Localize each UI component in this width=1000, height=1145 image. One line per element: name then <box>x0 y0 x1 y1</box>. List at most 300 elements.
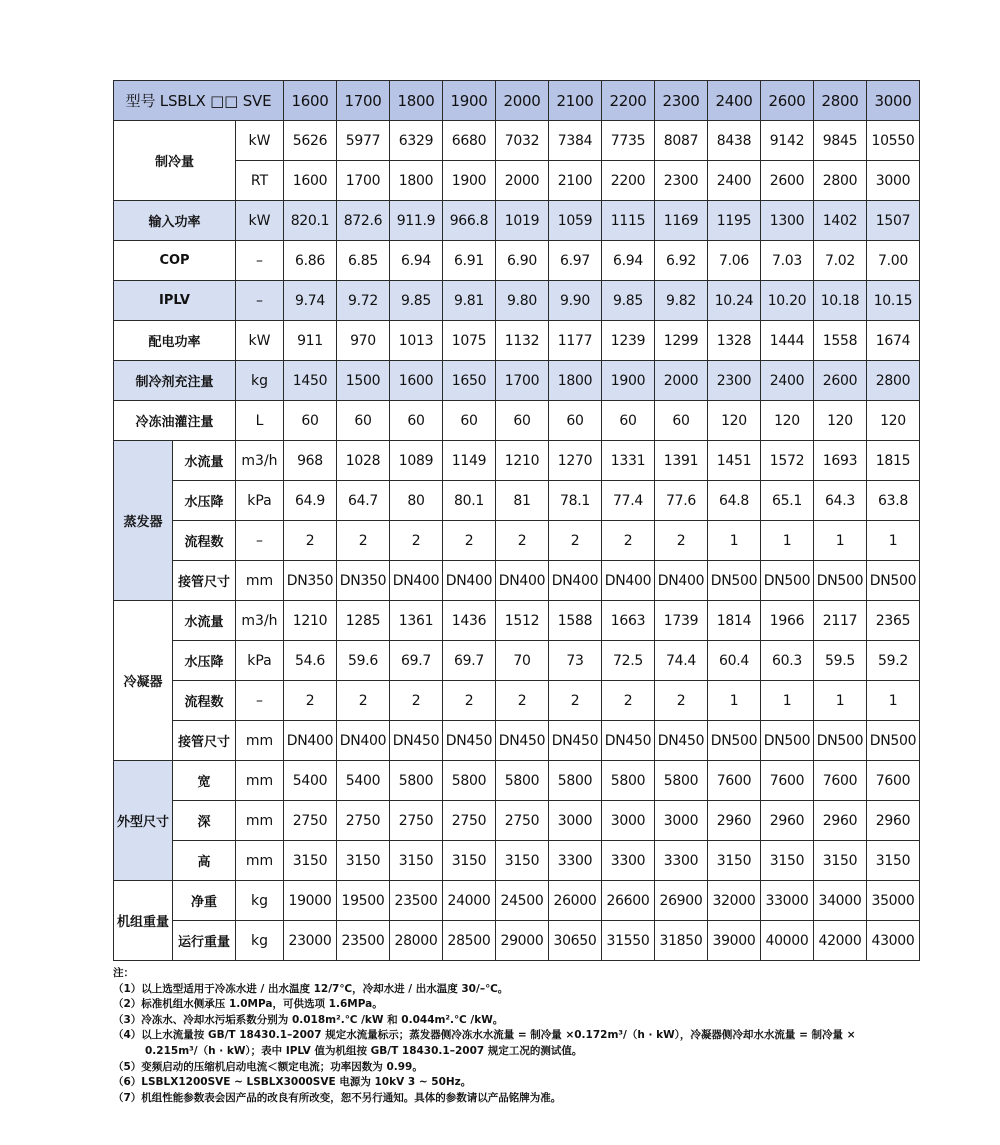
dimensions-width-unit: mm <box>236 761 284 801</box>
dimensions-depth-value-8: 3000 <box>655 801 708 841</box>
distribution_power-value-8: 1299 <box>655 321 708 361</box>
weight-net-value-2: 19500 <box>337 881 390 921</box>
condenser-pipe-value-6: DN450 <box>549 721 602 761</box>
distribution_power-row <box>114 321 920 361</box>
distribution_power-value-5: 1132 <box>496 321 549 361</box>
dimensions-width-value-8: 5800 <box>655 761 708 801</box>
model-10: 2600 <box>761 81 814 121</box>
evaporator-pressure_drop-value-12: 63.8 <box>867 481 920 521</box>
evaporator-pressure_drop-value-7: 77.4 <box>602 481 655 521</box>
cooling-kw-value-9: 8438 <box>708 121 761 161</box>
cooling-label: 制冷量 <box>114 121 236 201</box>
oil-value-2: 60 <box>337 401 390 441</box>
oil-value-6: 60 <box>549 401 602 441</box>
iplv-value-7: 9.85 <box>602 281 655 321</box>
condenser-pipe-value-1: DN400 <box>284 721 337 761</box>
condenser-flow-value-9: 1814 <box>708 601 761 641</box>
weight-operating-row <box>114 921 920 961</box>
evaporator-flow-value-7: 1331 <box>602 441 655 481</box>
condenser-flow-value-11: 2117 <box>814 601 867 641</box>
dimensions-depth-row <box>114 801 920 841</box>
condenser-flow-value-12: 2365 <box>867 601 920 641</box>
condenser-pressure_drop-value-9: 60.4 <box>708 641 761 681</box>
condenser-passes-value-5: 2 <box>496 681 549 721</box>
dimensions-height-value-7: 3300 <box>602 841 655 881</box>
evaporator-pipe-value-3: DN400 <box>390 561 443 601</box>
evaporator-pipe-value-1: DN350 <box>284 561 337 601</box>
spec-table <box>113 80 920 961</box>
refrigerant-row <box>114 361 920 401</box>
condenser-passes-value-8: 2 <box>655 681 708 721</box>
condenser-flow-label: 水流量 <box>173 601 236 641</box>
evaporator-pressure_drop-unit: kPa <box>236 481 284 521</box>
evaporator-passes-unit: – <box>236 521 284 561</box>
cop-value-2: 6.85 <box>337 241 390 281</box>
dimensions-height-row <box>114 841 920 881</box>
cooling-rt-value-2: 1700 <box>337 161 390 201</box>
condenser-pipe-value-7: DN450 <box>602 721 655 761</box>
evaporator-flow-value-10: 1572 <box>761 441 814 481</box>
evaporator-flow-value-5: 1210 <box>496 441 549 481</box>
evaporator-pipe-row <box>114 561 920 601</box>
condenser-pressure_drop-row <box>114 641 920 681</box>
note-line-6: （6）LSBLX1200SVE ~ LSBLX3000SVE 电源为 10kV 3 ~ 50Hz。 <box>113 1076 472 1089</box>
dimensions-width-value-11: 7600 <box>814 761 867 801</box>
dimensions-depth-value-3: 2750 <box>390 801 443 841</box>
dimensions-height-value-12: 3150 <box>867 841 920 881</box>
condenser-pipe-value-8: DN450 <box>655 721 708 761</box>
cop-value-6: 6.97 <box>549 241 602 281</box>
evaporator-flow-value-6: 1270 <box>549 441 602 481</box>
dimensions-height-unit: mm <box>236 841 284 881</box>
evaporator-passes-value-1: 2 <box>284 521 337 561</box>
distribution_power-value-12: 1674 <box>867 321 920 361</box>
dimensions-width-value-4: 5800 <box>443 761 496 801</box>
dimensions-width-label: 宽 <box>173 761 236 801</box>
condenser-flow-value-4: 1436 <box>443 601 496 641</box>
condenser-flow-value-1: 1210 <box>284 601 337 641</box>
distribution_power-value-1: 911 <box>284 321 337 361</box>
cop-value-11: 7.02 <box>814 241 867 281</box>
evaporator-passes-row <box>114 521 920 561</box>
refrigerant-value-7: 1900 <box>602 361 655 401</box>
cop-value-9: 7.06 <box>708 241 761 281</box>
iplv-value-5: 9.80 <box>496 281 549 321</box>
condenser-passes-unit: – <box>236 681 284 721</box>
evaporator-pipe-value-12: DN500 <box>867 561 920 601</box>
evaporator-passes-value-4: 2 <box>443 521 496 561</box>
condenser-passes-value-4: 2 <box>443 681 496 721</box>
condenser-pressure_drop-value-3: 69.7 <box>390 641 443 681</box>
refrigerant-value-3: 1600 <box>390 361 443 401</box>
cooling-rt-value-4: 1900 <box>443 161 496 201</box>
dimensions-height-value-10: 3150 <box>761 841 814 881</box>
iplv-value-6: 9.90 <box>549 281 602 321</box>
model-11: 2800 <box>814 81 867 121</box>
dimensions-width-value-12: 7600 <box>867 761 920 801</box>
cop-value-5: 6.90 <box>496 241 549 281</box>
condenser-pressure_drop-value-12: 59.2 <box>867 641 920 681</box>
dimensions-width-value-5: 5800 <box>496 761 549 801</box>
weight-net-value-12: 35000 <box>867 881 920 921</box>
distribution_power-value-11: 1558 <box>814 321 867 361</box>
dimensions-depth-value-5: 2750 <box>496 801 549 841</box>
iplv-value-11: 10.18 <box>814 281 867 321</box>
condenser-pressure_drop-label: 水压降 <box>173 641 236 681</box>
evaporator-pipe-value-8: DN400 <box>655 561 708 601</box>
dimensions-depth-value-6: 3000 <box>549 801 602 841</box>
model-3: 1800 <box>390 81 443 121</box>
refrigerant-value-11: 2600 <box>814 361 867 401</box>
condenser-pipe-value-11: DN500 <box>814 721 867 761</box>
evaporator-flow-label: 水流量 <box>173 441 236 481</box>
dimensions-height-value-11: 3150 <box>814 841 867 881</box>
evaporator-flow-value-1: 968 <box>284 441 337 481</box>
dimensions-depth-value-7: 3000 <box>602 801 655 841</box>
input_power-value-5: 1019 <box>496 201 549 241</box>
weight-net-value-8: 26900 <box>655 881 708 921</box>
dimensions-width-value-3: 5800 <box>390 761 443 801</box>
evaporator-pressure_drop-value-8: 77.6 <box>655 481 708 521</box>
input_power-value-8: 1169 <box>655 201 708 241</box>
header-row <box>114 81 920 121</box>
weight-operating-label: 运行重量 <box>173 921 236 961</box>
dimensions-height-value-4: 3150 <box>443 841 496 881</box>
model-2: 1700 <box>337 81 390 121</box>
evaporator-passes-value-8: 2 <box>655 521 708 561</box>
refrigerant-value-9: 2300 <box>708 361 761 401</box>
note-line-4-cont: 0.215m³/（h · kW）；表中 IPLV 值为机组按 GB/T 18430.1–2007 规定工况的测试值。 <box>145 1044 583 1057</box>
weight-operating-value-2: 23500 <box>337 921 390 961</box>
cooling-rt-unit: RT <box>236 161 284 201</box>
evaporator-pipe-value-2: DN350 <box>337 561 390 601</box>
condenser-pipe-value-4: DN450 <box>443 721 496 761</box>
oil-value-10: 120 <box>761 401 814 441</box>
evaporator-flow-value-2: 1028 <box>337 441 390 481</box>
input_power-value-10: 1300 <box>761 201 814 241</box>
condenser-pipe-unit: mm <box>236 721 284 761</box>
model-8: 2300 <box>655 81 708 121</box>
dimensions-depth-value-2: 2750 <box>337 801 390 841</box>
evaporator-pressure_drop-value-9: 64.8 <box>708 481 761 521</box>
distribution_power-value-9: 1328 <box>708 321 761 361</box>
condenser-pressure_drop-value-4: 69.7 <box>443 641 496 681</box>
condenser-pipe-value-12: DN500 <box>867 721 920 761</box>
condenser-passes-value-1: 2 <box>284 681 337 721</box>
condenser-pipe-value-9: DN500 <box>708 721 761 761</box>
evaporator-flow-value-9: 1451 <box>708 441 761 481</box>
note-line-2: （2）标准机组水侧承压 1.0MPa，可供选项 1.6MPa。 <box>113 998 383 1011</box>
condenser-passes-value-3: 2 <box>390 681 443 721</box>
evaporator-group-label: 蒸发器 <box>114 441 173 601</box>
distribution_power-value-7: 1239 <box>602 321 655 361</box>
weight-operating-value-6: 30650 <box>549 921 602 961</box>
condenser-flow-unit: m3/h <box>236 601 284 641</box>
refrigerant-value-4: 1650 <box>443 361 496 401</box>
evaporator-pressure_drop-value-5: 81 <box>496 481 549 521</box>
model-4: 1900 <box>443 81 496 121</box>
condenser-passes-value-10: 1 <box>761 681 814 721</box>
weight-net-value-10: 33000 <box>761 881 814 921</box>
cooling-rt-value-11: 2800 <box>814 161 867 201</box>
cop-value-3: 6.94 <box>390 241 443 281</box>
distribution_power-value-2: 970 <box>337 321 390 361</box>
evaporator-passes-value-6: 2 <box>549 521 602 561</box>
oil-value-5: 60 <box>496 401 549 441</box>
condenser-pipe-row <box>114 721 920 761</box>
weight-net-value-7: 26600 <box>602 881 655 921</box>
dimensions-height-value-2: 3150 <box>337 841 390 881</box>
evaporator-passes-value-9: 1 <box>708 521 761 561</box>
condenser-passes-row <box>114 681 920 721</box>
cooling-kw-value-8: 8087 <box>655 121 708 161</box>
weight-net-value-11: 34000 <box>814 881 867 921</box>
iplv-value-1: 9.74 <box>284 281 337 321</box>
weight-group-label: 机组重量 <box>114 881 173 961</box>
cop-value-8: 6.92 <box>655 241 708 281</box>
weight-net-value-9: 32000 <box>708 881 761 921</box>
evaporator-passes-value-7: 2 <box>602 521 655 561</box>
condenser-flow-value-6: 1588 <box>549 601 602 641</box>
oil-value-9: 120 <box>708 401 761 441</box>
iplv-value-4: 9.81 <box>443 281 496 321</box>
refrigerant-label: 制冷剂充注量 <box>114 361 236 401</box>
condenser-pipe-label: 接管尺寸 <box>173 721 236 761</box>
oil-value-3: 60 <box>390 401 443 441</box>
condenser-passes-value-2: 2 <box>337 681 390 721</box>
dimensions-width-value-10: 7600 <box>761 761 814 801</box>
cooling-kw-value-7: 7735 <box>602 121 655 161</box>
cooling-kw-unit: kW <box>236 121 284 161</box>
weight-net-unit: kg <box>236 881 284 921</box>
condenser-pressure_drop-value-8: 74.4 <box>655 641 708 681</box>
input_power-value-12: 1507 <box>867 201 920 241</box>
weight-operating-value-11: 42000 <box>814 921 867 961</box>
input_power-value-6: 1059 <box>549 201 602 241</box>
refrigerant-unit: kg <box>236 361 284 401</box>
evaporator-flow-row <box>114 441 920 481</box>
dimensions-width-value-1: 5400 <box>284 761 337 801</box>
weight-operating-value-5: 29000 <box>496 921 549 961</box>
evaporator-pressure_drop-row <box>114 481 920 521</box>
dimensions-width-value-9: 7600 <box>708 761 761 801</box>
evaporator-pressure_drop-value-2: 64.7 <box>337 481 390 521</box>
model-5: 2000 <box>496 81 549 121</box>
refrigerant-value-8: 2000 <box>655 361 708 401</box>
evaporator-pipe-value-4: DN400 <box>443 561 496 601</box>
cooling-kw-value-1: 5626 <box>284 121 337 161</box>
evaporator-passes-value-12: 1 <box>867 521 920 561</box>
dimensions-width-value-6: 5800 <box>549 761 602 801</box>
evaporator-passes-label: 流程数 <box>173 521 236 561</box>
evaporator-pressure_drop-value-11: 64.3 <box>814 481 867 521</box>
condenser-pressure_drop-value-10: 60.3 <box>761 641 814 681</box>
dimensions-depth-unit: mm <box>236 801 284 841</box>
evaporator-flow-value-3: 1089 <box>390 441 443 481</box>
condenser-passes-value-12: 1 <box>867 681 920 721</box>
cop-value-7: 6.94 <box>602 241 655 281</box>
model-label-cell: 型号 LSBLX □□ SVE <box>114 81 284 121</box>
oil-value-8: 60 <box>655 401 708 441</box>
evaporator-pipe-value-11: DN500 <box>814 561 867 601</box>
oil-unit: L <box>236 401 284 441</box>
evaporator-passes-value-10: 1 <box>761 521 814 561</box>
refrigerant-value-10: 2400 <box>761 361 814 401</box>
condenser-passes-value-7: 2 <box>602 681 655 721</box>
weight-operating-value-3: 28000 <box>390 921 443 961</box>
weight-net-value-3: 23500 <box>390 881 443 921</box>
model-12: 3000 <box>867 81 920 121</box>
evaporator-pipe-value-9: DN500 <box>708 561 761 601</box>
weight-operating-value-12: 43000 <box>867 921 920 961</box>
oil-value-12: 120 <box>867 401 920 441</box>
evaporator-pipe-unit: mm <box>236 561 284 601</box>
dimensions-width-value-7: 5800 <box>602 761 655 801</box>
condenser-pipe-value-3: DN450 <box>390 721 443 761</box>
cooling-rt-value-6: 2100 <box>549 161 602 201</box>
condenser-flow-value-10: 1966 <box>761 601 814 641</box>
condenser-flow-value-3: 1361 <box>390 601 443 641</box>
evaporator-pressure_drop-value-6: 78.1 <box>549 481 602 521</box>
evaporator-pipe-value-6: DN400 <box>549 561 602 601</box>
dimensions-depth-value-10: 2960 <box>761 801 814 841</box>
note-line-1: （1）以上选型适用于冷冻水进 / 出水温度 12/7℃，冷却水进 / 出水温度 30/–℃。 <box>113 982 509 995</box>
condenser-pressure_drop-value-1: 54.6 <box>284 641 337 681</box>
condenser-flow-value-7: 1663 <box>602 601 655 641</box>
oil-row <box>114 401 920 441</box>
note-line-3: （3）冷冻水、冷却水污垢系数分别为 0.018m².℃ /kW 和 0.044m².℃ /kW。 <box>113 1013 504 1026</box>
condenser-passes-label: 流程数 <box>173 681 236 721</box>
oil-value-1: 60 <box>284 401 337 441</box>
evaporator-flow-unit: m3/h <box>236 441 284 481</box>
weight-net-value-4: 24000 <box>443 881 496 921</box>
cop-value-12: 7.00 <box>867 241 920 281</box>
condenser-pressure_drop-value-5: 70 <box>496 641 549 681</box>
iplv-row <box>114 281 920 321</box>
dimensions-height-value-8: 3300 <box>655 841 708 881</box>
input_power-unit: kW <box>236 201 284 241</box>
distribution_power-value-6: 1177 <box>549 321 602 361</box>
weight-operating-value-8: 31850 <box>655 921 708 961</box>
cooling-rt-value-8: 2300 <box>655 161 708 201</box>
input_power-value-9: 1195 <box>708 201 761 241</box>
model-9: 2400 <box>708 81 761 121</box>
input_power-row <box>114 201 920 241</box>
cooling-kw-value-11: 9845 <box>814 121 867 161</box>
notes-title: 注： <box>113 967 134 979</box>
condenser-pressure_drop-unit: kPa <box>236 641 284 681</box>
notes <box>113 966 933 1106</box>
cooling-rt-value-10: 2600 <box>761 161 814 201</box>
evaporator-pressure_drop-value-10: 65.1 <box>761 481 814 521</box>
evaporator-pressure_drop-value-1: 64.9 <box>284 481 337 521</box>
weight-net-value-6: 26000 <box>549 881 602 921</box>
evaporator-passes-value-3: 2 <box>390 521 443 561</box>
input_power-value-4: 966.8 <box>443 201 496 241</box>
cooling-kw-row <box>114 121 920 161</box>
cooling-kw-value-12: 10550 <box>867 121 920 161</box>
note-line-7: （7）机组性能参数表会因产品的改良有所改变，恕不另行通知。具体的参数请以产品铭牌为准。 <box>113 1091 562 1104</box>
cooling-kw-value-6: 7384 <box>549 121 602 161</box>
input_power-value-7: 1115 <box>602 201 655 241</box>
dimensions-height-value-1: 3150 <box>284 841 337 881</box>
weight-net-label: 净重 <box>173 881 236 921</box>
dimensions-group-label: 外型尺寸 <box>114 761 173 881</box>
condenser-pressure_drop-value-11: 59.5 <box>814 641 867 681</box>
dimensions-height-value-5: 3150 <box>496 841 549 881</box>
evaporator-pipe-value-10: DN500 <box>761 561 814 601</box>
cop-row <box>114 241 920 281</box>
iplv-value-8: 9.82 <box>655 281 708 321</box>
evaporator-pipe-label: 接管尺寸 <box>173 561 236 601</box>
dimensions-depth-value-1: 2750 <box>284 801 337 841</box>
cop-value-4: 6.91 <box>443 241 496 281</box>
weight-operating-value-10: 40000 <box>761 921 814 961</box>
cooling-kw-value-4: 6680 <box>443 121 496 161</box>
cooling-rt-value-3: 1800 <box>390 161 443 201</box>
dimensions-depth-value-12: 2960 <box>867 801 920 841</box>
cooling-kw-value-10: 9142 <box>761 121 814 161</box>
evaporator-passes-value-2: 2 <box>337 521 390 561</box>
cooling-kw-value-2: 5977 <box>337 121 390 161</box>
condenser-passes-value-6: 2 <box>549 681 602 721</box>
cooling-rt-value-5: 2000 <box>496 161 549 201</box>
oil-value-7: 60 <box>602 401 655 441</box>
input_power-value-1: 820.1 <box>284 201 337 241</box>
dimensions-height-label: 高 <box>173 841 236 881</box>
dimensions-height-value-9: 3150 <box>708 841 761 881</box>
evaporator-pressure_drop-value-3: 80 <box>390 481 443 521</box>
condenser-passes-value-11: 1 <box>814 681 867 721</box>
weight-operating-value-9: 39000 <box>708 921 761 961</box>
refrigerant-value-1: 1450 <box>284 361 337 401</box>
dimensions-depth-label: 深 <box>173 801 236 841</box>
evaporator-pressure_drop-value-4: 80.1 <box>443 481 496 521</box>
weight-net-row <box>114 881 920 921</box>
distribution_power-value-10: 1444 <box>761 321 814 361</box>
cooling-rt-value-7: 2200 <box>602 161 655 201</box>
input_power-value-11: 1402 <box>814 201 867 241</box>
condenser-pressure_drop-value-7: 72.5 <box>602 641 655 681</box>
iplv-unit: – <box>236 281 284 321</box>
distribution_power-unit: kW <box>236 321 284 361</box>
iplv-label: IPLV <box>114 281 236 321</box>
iplv-value-9: 10.24 <box>708 281 761 321</box>
oil-value-4: 60 <box>443 401 496 441</box>
dimensions-depth-value-4: 2750 <box>443 801 496 841</box>
weight-operating-value-1: 23000 <box>284 921 337 961</box>
refrigerant-value-2: 1500 <box>337 361 390 401</box>
oil-label: 冷冻油灌注量 <box>114 401 236 441</box>
cop-label: COP <box>114 241 236 281</box>
condenser-passes-value-9: 1 <box>708 681 761 721</box>
evaporator-pressure_drop-label: 水压降 <box>173 481 236 521</box>
weight-net-value-5: 24500 <box>496 881 549 921</box>
weight-operating-unit: kg <box>236 921 284 961</box>
condenser-pipe-value-10: DN500 <box>761 721 814 761</box>
refrigerant-value-5: 1700 <box>496 361 549 401</box>
input_power-value-2: 872.6 <box>337 201 390 241</box>
condenser-pressure_drop-value-6: 73 <box>549 641 602 681</box>
note-line-5: （5）变频启动的压缩机启动电流＜额定电流；功率因数为 0.99。 <box>113 1060 423 1073</box>
model-6: 2100 <box>549 81 602 121</box>
model-1: 1600 <box>284 81 337 121</box>
input_power-label: 输入功率 <box>114 201 236 241</box>
condenser-pressure_drop-value-2: 59.6 <box>337 641 390 681</box>
evaporator-passes-value-11: 1 <box>814 521 867 561</box>
dimensions-height-value-3: 3150 <box>390 841 443 881</box>
cooling-rt-value-1: 1600 <box>284 161 337 201</box>
